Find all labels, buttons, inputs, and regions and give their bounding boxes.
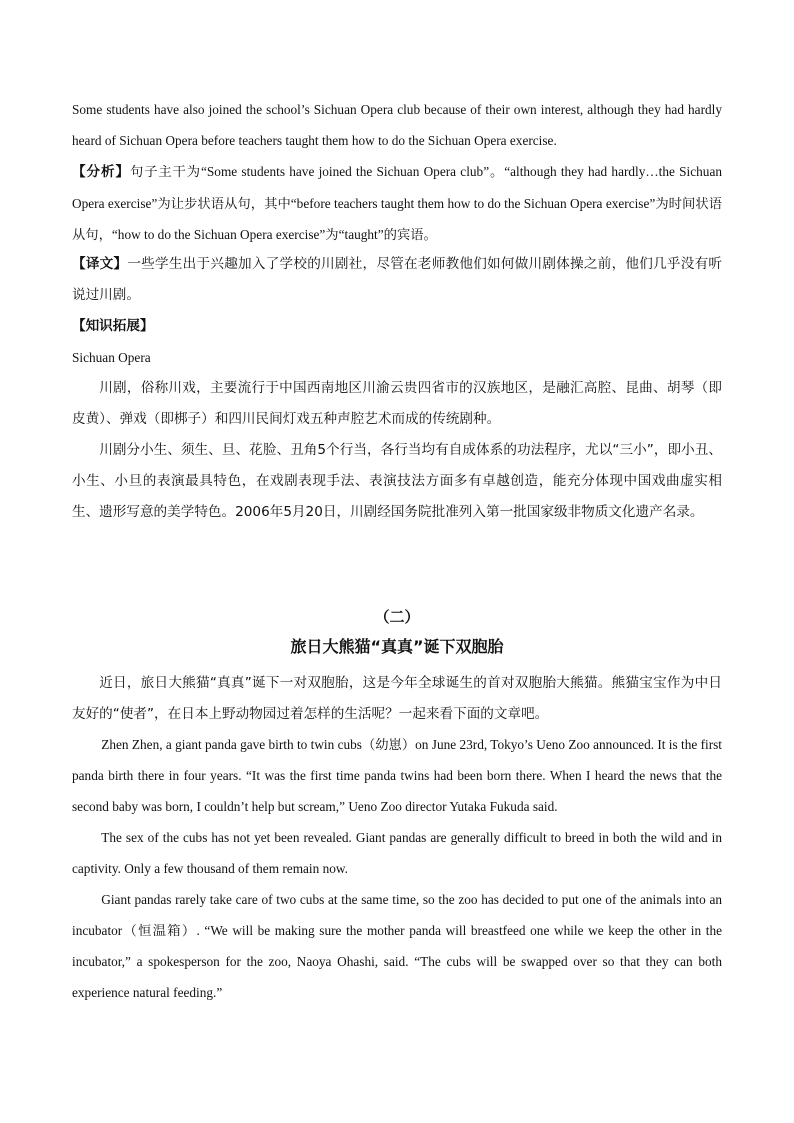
yiwen-tag: 【译文】 xyxy=(72,256,128,272)
article-paragraph-2: The sex of the cubs has not yet been revealed. Giant pandas are generally difficult to breed in both the wild and in captivity. Only a few thousand of them remain now. xyxy=(72,830,722,876)
section-number: （二） xyxy=(374,608,420,626)
knowledge-tag: 【知识拓展】 xyxy=(72,318,154,334)
knowledge-paragraph-1: 川剧，俗称川戏，主要流行于中国西南地区川渝云贵四省市的汉族地区，是融汇高腔、昆曲、胡琴（即皮黄）、弹戏（即梆子）和四川民间灯戏五种声腔艺术而成的传统剧种。 xyxy=(72,380,722,427)
knowledge-paragraph-2: 川剧分小生、须生、旦、花脸、丑角5个行当，各行当均有自成体系的功法程序，尤以“三小”，即小丑、小生、小旦的表演最具特色，在戏剧表现手法、表演技法方面多有卓越创造，能充分体现中国戏曲虚实相生、遗形写意的美学特色。2006年5月20日，川剧经国务院批准列入第一批国家级非物质文化遗产名录。 xyxy=(72,442,722,520)
yiwen-paragraph xyxy=(72,249,722,311)
yiwen-text: 一些学生出于兴趣加入了学校的川剧社，尽管在老师教他们如何做川剧体操之前，他们几乎没有听说过川剧。 xyxy=(72,256,723,303)
knowledge-title: Sichuan Opera xyxy=(72,350,151,365)
article-intro: 近日，旅日大熊猫“真真”诞下一对双胞胎，这是今年全球诞生的首对双胞胎大熊猫。熊猫宝宝作为中日友好的“使者”，在日本上野动物园过着怎样的生活呢？一起来看下面的文章吧。 xyxy=(72,675,722,722)
analysis-paragraph xyxy=(72,156,722,250)
article-paragraph-1: Zhen Zhen, a giant panda gave birth to twin cubs（幼崽）on June 23rd, Tokyo’s Ueno Zoo announced. It is the first panda birth there in four years. “It was the first time panda twins had been born there. When I heard the news that the second baby was born, I couldn’t help but scream,” Ueno Zoo director Yutaka Fukuda said. xyxy=(72,737,722,814)
section-title: 旅日大熊猫“真真”诞下双胞胎 xyxy=(290,637,504,656)
article-paragraph-3: Giant pandas rarely take care of two cubs at the same time, so the zoo has decided to put one of the animals into an incubator（恒温箱）. “We will be making sure the mother panda will breastfeed one while we keep the other in the incubator,” a spokesperson for the zoo, Naoya Ohashi, said. “The cubs will be swapped over so that they can both experience natural feeding.” xyxy=(72,892,722,1000)
analysis-text: 句子主干为“Some students have joined the Sichuan Opera club”。“although they had hardly…the Sichuan Opera exercise”为让步状语从句，其中“before teachers taught them how to do the Sichuan Opera exercise”为时间状语从句，“how to do the Sichuan Opera exercise”为“taught”的宾语。 xyxy=(72,164,722,242)
analysis-tag: 【分析】 xyxy=(72,164,130,180)
translation-english-paragraph: Some students have also joined the school’s Sichuan Opera club because of their own interest, although they had hardly heard of Sichuan Opera before teachers taught them how to do the Sichuan Opera exercise. xyxy=(72,102,722,148)
